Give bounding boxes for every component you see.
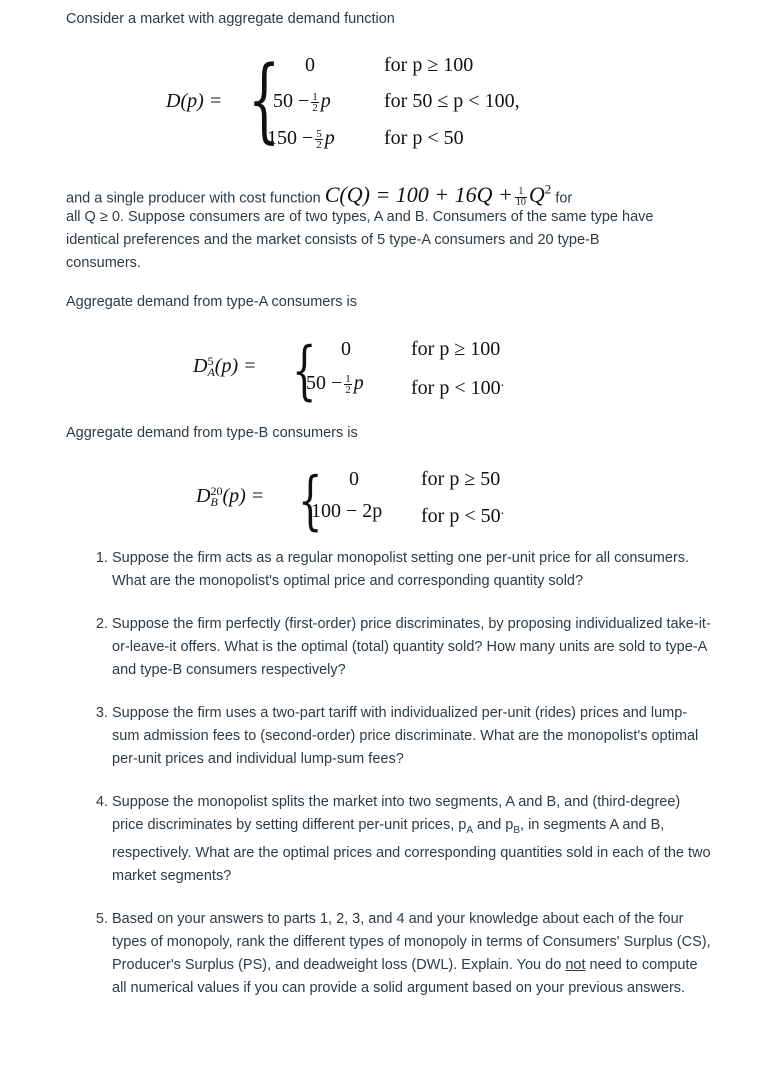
- frac-denominator: 2: [316, 138, 322, 151]
- case-value: 0: [349, 468, 359, 490]
- case-condition: for p ≥ 50: [421, 468, 501, 490]
- frac-numerator: 5: [316, 127, 322, 140]
- question-item: [112, 702, 712, 771]
- condition-text: for p < 50: [421, 505, 501, 527]
- fraction: [311, 92, 319, 113]
- question-text: Suppose the firm acts as a regular monopolist setting one per-unit price for all consumers. What are the monopolist's optimal price and corresponding quantity sold?: [112, 550, 690, 589]
- case-value-text: 100 − 2p: [311, 500, 383, 522]
- case-value: 0: [341, 338, 351, 360]
- exponent: 2: [544, 182, 552, 197]
- question-text: Suppose the firm uses a two-part tariff with individualized per-unit (rides) prices and lump-sum admission fees to (second-order) price discriminate. What are the monopolist's optimal per-unit prices and individual lump-sum fees?: [112, 705, 699, 767]
- lhs-scripts: [207, 356, 214, 378]
- case-row: [267, 126, 335, 150]
- case-condition: for 50 ≤ p < 100,: [384, 90, 520, 112]
- cost-formula-right: Q: [528, 182, 545, 208]
- case-value-right: p: [324, 127, 335, 149]
- price-a-subscript: A: [466, 824, 474, 836]
- type-a-intro: Aggregate demand from type-A consumers is: [66, 294, 357, 310]
- question-text: need to compute all numerical values if you can provide a solid argument based on your previous answers.: [112, 956, 698, 996]
- frac-denominator: 2: [312, 101, 318, 114]
- left-brace-icon: {: [248, 46, 281, 153]
- condition-text: for p < 100: [411, 377, 501, 399]
- left-brace-icon: {: [298, 464, 323, 538]
- question-text: Suppose the firm perfectly (first-order) price discriminates, by proposing individualized take-it-or-leave-it offers. What is the optimal (total) quantity sold? How many units are sold to type-A and type-B consumers respectively?: [112, 616, 711, 678]
- fraction: [515, 187, 527, 208]
- lhs-superscript: 5: [207, 354, 214, 369]
- frac-numerator: 1: [515, 187, 527, 198]
- question-item: [112, 613, 712, 682]
- question-item: [112, 547, 712, 593]
- trailing-period: .: [500, 503, 505, 518]
- case-value: [311, 499, 382, 523]
- case-value-right: p: [353, 372, 364, 394]
- fraction: [344, 374, 352, 395]
- type-a-lhs: [193, 354, 257, 378]
- question-text: , in segments A and B, respectively. What are the optimal prices and corresponding quantities sold in each of the two market segments?: [112, 817, 711, 884]
- cost-formula-left: C(Q) = 100 + 16Q +: [324, 182, 513, 208]
- cost-prefix: and a single producer with cost function: [66, 190, 321, 207]
- fraction: [315, 129, 323, 150]
- lhs-superscript: 20: [210, 484, 223, 499]
- case-row: [305, 53, 315, 77]
- lhs-scripts: [210, 486, 222, 508]
- frac-denominator: 10: [515, 196, 526, 208]
- case-value-left: 50 −: [306, 372, 343, 394]
- frac-numerator: 1: [312, 90, 318, 103]
- price-b-subscript: B: [513, 824, 521, 836]
- lhs-base: D: [193, 355, 208, 377]
- question-item: [112, 791, 712, 888]
- frac-numerator: 1: [345, 372, 351, 385]
- case-value-left: 150 −: [267, 127, 314, 149]
- cost-continuation: all Q ≥ 0. Suppose consumers are of two types, A and B. Consumers of the same type have identical preferences and the market consists of 5 type-A consumers and 20 type-B consumers.: [66, 209, 654, 271]
- price-b-symbol: p: [505, 817, 514, 833]
- case-row: [273, 89, 331, 113]
- price-a-symbol: p: [458, 817, 467, 833]
- case-condition: [421, 499, 504, 528]
- question-text: Based on your answers to parts 1, 2, 3, and 4 and your knowledge about each of the four types of monopoly, rank the different types of monopoly in terms of Consumers' Surplus (CS), Producer's Surplus (PS), and deadweight loss (DWL). Explain. You do: [112, 910, 711, 973]
- frac-denominator: 2: [345, 383, 351, 396]
- lhs-subscript: A: [207, 365, 215, 380]
- lhs-rest: (p) =: [214, 355, 257, 377]
- case-condition: for p ≥ 100: [384, 54, 474, 76]
- lhs-rest: (p) =: [222, 485, 265, 507]
- aggregate-demand-lhs: [166, 89, 222, 113]
- underlined-emphasis: not: [565, 956, 586, 973]
- trailing-period: .: [500, 375, 505, 390]
- question-text: and: [473, 817, 506, 833]
- lhs-subscript: B: [210, 495, 218, 510]
- case-row: [306, 371, 364, 395]
- cost-suffix: for: [555, 190, 573, 207]
- case-condition: [411, 371, 504, 400]
- case-condition: for p ≥ 100: [411, 338, 501, 360]
- left-brace-icon: {: [292, 334, 317, 408]
- type-b-lhs: [196, 484, 264, 508]
- cost-formula: [325, 182, 552, 207]
- case-value: 0: [305, 54, 315, 76]
- lhs-text: D(p) =: [166, 90, 223, 112]
- case-value-right: p: [320, 90, 331, 112]
- question-list: [66, 547, 712, 1020]
- intro-text: Consider a market with aggregate demand function: [66, 11, 395, 27]
- question-item: [112, 908, 712, 1000]
- case-condition: for p < 50: [384, 127, 464, 149]
- question-text: Suppose the monopolist splits the market into two segments, A and B, and (third-degree) price discriminates by setting different per-unit prices,: [112, 794, 681, 833]
- type-b-intro: Aggregate demand from type-B consumers is: [66, 425, 358, 441]
- case-value-left: 50 −: [273, 90, 310, 112]
- lhs-base: D: [196, 485, 211, 507]
